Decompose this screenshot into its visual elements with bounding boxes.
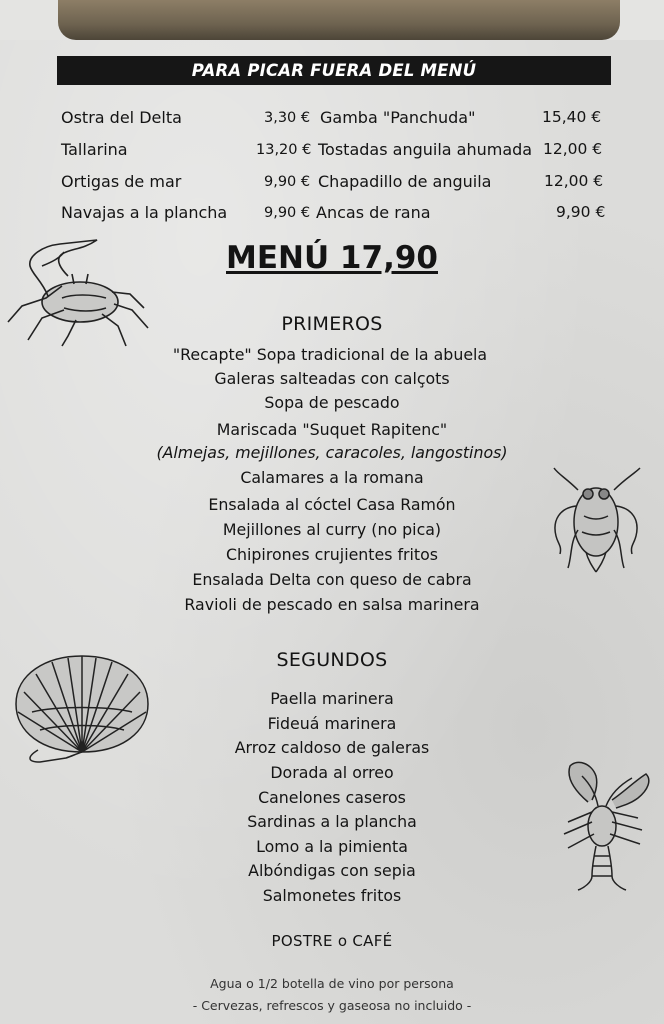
dish-item: "Recapte" Sopa tradicional de la abuela — [172, 345, 488, 364]
picar-item-name: Ortigas de mar — [61, 172, 182, 191]
footer-line: - Cervezas, refrescos y gaseosa no incluido - — [192, 998, 472, 1013]
scallop-shell-icon — [12, 652, 152, 764]
dish-item: Arroz caldoso de galeras — [234, 738, 430, 757]
dish-item: Galeras salteadas con calçots — [214, 369, 450, 388]
picar-item-price: 9,90 € — [264, 174, 311, 190]
picar-item-price: 12,00 € — [544, 172, 604, 190]
postre-line: POSTRE o CAFÉ — [271, 932, 393, 950]
picar-item-name: Gamba "Panchuda" — [320, 108, 476, 127]
picar-item-name: Navajas a la plancha — [61, 203, 228, 222]
picar-item-price: 12,00 € — [543, 140, 603, 158]
crayfish-icon — [552, 756, 656, 894]
dish-item: Albóndigas con sepia — [248, 861, 416, 880]
dish-item: Lomo a la pimienta — [256, 837, 408, 856]
menu-title: MENÚ 17,90 — [226, 240, 438, 276]
picar-item-price: 13,20 € — [256, 142, 312, 158]
dish-item: Ravioli de pescado en salsa marinera — [184, 595, 480, 614]
dish-item: Ensalada Delta con queso de cabra — [192, 570, 472, 589]
dish-item: Calamares a la romana — [240, 468, 424, 487]
dish-item: Mejillones al curry (no pica) — [222, 520, 442, 539]
octopus-icon — [548, 460, 644, 576]
picar-item-price: 3,30 € — [264, 110, 311, 126]
dish-item: Sardinas a la plancha — [247, 812, 417, 831]
picar-item-name: Tallarina — [61, 140, 128, 159]
picar-item-name: Tostadas anguila ahumada — [318, 140, 533, 159]
crab-icon — [2, 236, 152, 348]
picar-item-name: Ancas de rana — [316, 203, 431, 222]
dish-item: Salmonetes fritos — [262, 886, 402, 905]
picar-item-name: Chapadillo de anguila — [318, 172, 492, 191]
dish-item: Mariscada "Suquet Rapitenc" — [216, 420, 448, 439]
segundos-title: SEGUNDOS — [276, 649, 388, 671]
clipboard-clip — [58, 0, 620, 40]
dish-item: Fideuá marinera — [267, 714, 397, 733]
footer-line: Agua o 1/2 botella de vino por persona — [210, 976, 454, 991]
dish-item: Paella marinera — [270, 689, 394, 708]
picar-item-price: 9,90 € — [556, 203, 606, 221]
dish-item: Dorada al orreo — [270, 763, 394, 782]
dish-note: (Almejas, mejillones, caracoles, langostinos) — [156, 443, 508, 462]
picar-item-price: 15,40 € — [542, 108, 602, 126]
picar-item-name: Ostra del Delta — [61, 108, 182, 127]
dish-item: Chipirones crujientes fritos — [225, 545, 439, 564]
dish-item: Sopa de pescado — [264, 393, 400, 412]
picar-header: PARA PICAR FUERA DEL MENÚ — [57, 56, 611, 85]
picar-item-price: 9,90 € — [264, 205, 311, 221]
primeros-title: PRIMEROS — [281, 313, 383, 335]
dish-item: Canelones caseros — [258, 788, 406, 807]
dish-item: Ensalada al cóctel Casa Ramón — [208, 495, 456, 514]
